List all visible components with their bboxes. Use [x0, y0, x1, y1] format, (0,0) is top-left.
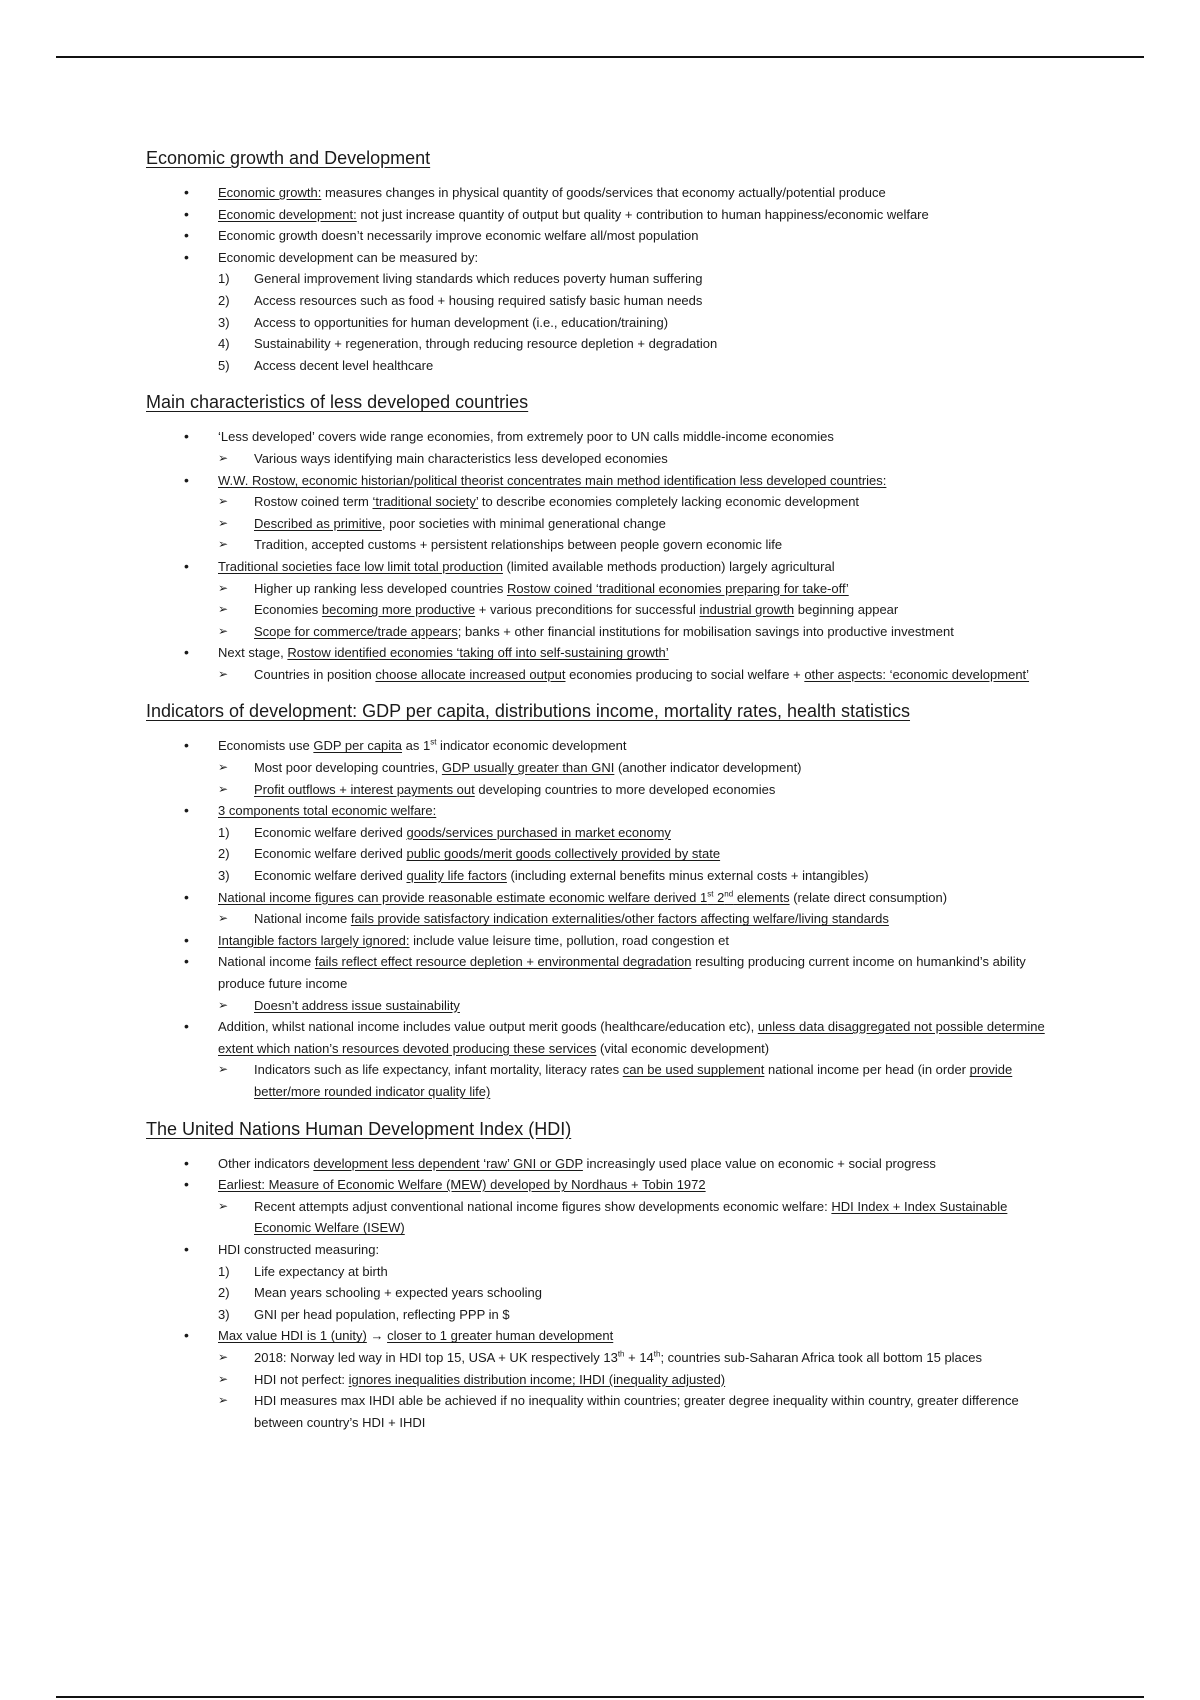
sub-list	[218, 908, 1066, 930]
sub-list	[218, 1196, 1066, 1239]
sub-item: ➢ 2018: Norway led way in HDI top 15, USA + UK respectively 13th + 14th; countries sub-Saharan Africa took all bottom 15 places	[182, 1347, 1066, 1369]
numbered-item: 3) Access to opportunities for human development (i.e., education/training)	[218, 314, 669, 330]
sub-item: ➢ HDI not perfect: ignores inequalities distribution income; IHDI (inequality adjusted)	[182, 1369, 1066, 1391]
list-item: • Traditional societies face low limit total production (limited available methods production) largely agricultural ➢ Higher up ranking less developed countries Rostow coined ‘traditional economies preparing for take-off’ ➢ Economies becoming more productive + various preconditions for successful industrial growth beginning appear ➢ Scope for commerce/trade appears; banks + other financial institutions for mobilisation savings into productive investment	[146, 556, 1066, 642]
sub-item: ➢ Various ways identifying main characteristics less developed economies	[182, 448, 1066, 470]
sub-item: ➢ Most poor developing countries, GDP usually greater than GNI (another indicator development)	[182, 757, 1066, 779]
section-heading: Main characteristics of less developed countries	[146, 392, 529, 413]
sub-item: ➢ Higher up ranking less developed countries Rostow coined ‘traditional economies preparing for take-off’	[182, 578, 1066, 600]
list-item: • 3 components total economic welfare: 1) Economic welfare derived goods/services purchased in market economy 2) Economic welfare derived public goods/merit goods collectively provided by state 3) Economic welfare derived quality life factors (including external benefits minus external costs + intangibles)	[146, 800, 1066, 886]
numbered-item: 1) Economic welfare derived goods/services purchased in market economy	[218, 824, 671, 840]
document-body	[146, 146, 1066, 1447]
sub-list	[218, 578, 1066, 643]
sub-item: ➢ National income fails provide satisfactory indication externalities/other factors affecting welfare/living standards	[182, 908, 1066, 930]
section-heading: The United Nations Human Development Index (HDI)	[146, 1118, 572, 1139]
numbered-list	[218, 822, 1066, 887]
sub-item: ➢ Rostow coined term ‘traditional society’ to describe economies completely lacking economic development	[182, 491, 1066, 513]
numbered-list	[218, 1261, 1066, 1326]
section-heading: Indicators of development: GDP per capita, distributions income, mortality rates, health statistics	[146, 701, 911, 722]
numbered-item: 2) Economic welfare derived public goods/merit goods collectively provided by state	[218, 846, 721, 862]
list-item: • Max value HDI is 1 (unity) → closer to 1 greater human development ➢ 2018: Norway led way in HDI top 15, USA + UK respectively 13th + 14th; countries sub-Saharan Africa took all bottom 15 places ➢ HDI not perfect: ignores inequalities distribution income; IHDI (inequality adjusted) ➢ HDI measures max IHDI able be achieved if no inequality within countries; greater degree inequality within country, greater difference between country’s HDI + IHDI	[146, 1325, 1066, 1433]
list-item: • Economists use GDP per capita as 1st indicator economic development ➢ Most poor developing countries, GDP usually greater than GNI (another indicator development) ➢ Profit outflows + interest payments out developing countries to more developed economies	[146, 735, 1066, 800]
list-item: • National income figures can provide reasonable estimate economic welfare derived 1st 2nd elements (relate direct consumption) ➢ National income fails provide satisfactory indication externalities/other factors affecting welfare/living standards	[146, 887, 1066, 930]
list-item: • Economic growth doesn’t necessarily improve economic welfare all/most population	[146, 225, 1066, 247]
sub-list	[218, 448, 1066, 470]
sub-item: ➢ Scope for commerce/trade appears; banks + other financial institutions for mobilisation savings into productive investment	[182, 621, 1066, 643]
numbered-item: 3) GNI per head population, reflecting PPP in $	[218, 1306, 510, 1322]
right-arrow-icon: →	[366, 1328, 388, 1344]
numbered-item: 1) Life expectancy at birth	[218, 1263, 388, 1279]
sub-list	[218, 995, 1066, 1017]
bottom-rule	[56, 1696, 1144, 1698]
numbered-item: 4) Sustainability + regeneration, through reducing resource depletion + degradation	[218, 336, 718, 352]
list-item: • Economic development: not just increase quantity of output but quality + contribution to human happiness/economic welfare	[146, 204, 1066, 226]
list-item: • W.W. Rostow, economic historian/political theorist concentrates main method identification less developed countries: ➢ Rostow coined term ‘traditional society’ to describe economies completely lacking economic development ➢ Described as primitive, poor societies with minimal generational change ➢ Tradition, accepted customs + persistent relationships between people govern economic life	[146, 470, 1066, 556]
numbered-item: 3) Economic welfare derived quality life factors (including external benefits minus external costs + intangibles)	[218, 868, 869, 884]
sub-item: ➢ HDI measures max IHDI able be achieved if no inequality within countries; greater degree inequality within country, greater difference between country’s HDI + IHDI	[182, 1390, 1066, 1433]
list-item: • Other indicators development less dependent ‘raw’ GNI or GDP increasingly used place value on economic + social progress	[146, 1153, 1066, 1175]
bullet-list	[146, 426, 1066, 685]
sub-list	[218, 757, 1066, 800]
sub-item: ➢ Countries in position choose allocate increased output economies producing to social welfare + other aspects: ‘economic development’	[182, 664, 1066, 686]
numbered-item: 5) Access decent level healthcare	[218, 357, 434, 373]
numbered-item: 2) Access resources such as food + housing required satisfy basic human needs	[218, 292, 703, 308]
section-heading: Economic growth and Development	[146, 148, 431, 168]
list-item: • Economic development can be measured by: 1) General improvement living standards which reduces poverty human suffering 2) Access resources such as food + housing required satisfy basic human needs 3) Access to opportunities for human development (i.e., education/training) 4) Sustainability + regeneration, through reducing resource depletion + degradation 5) Access decent level healthcare	[146, 247, 1066, 377]
list-item: • Earliest: Measure of Economic Welfare (MEW) developed by Nordhaus + Tobin 1972 ➢ Recent attempts adjust conventional national income figures show developments economic welfare: HDI Index + Index Sustainable Economic Welfare (ISEW)	[146, 1174, 1066, 1239]
numbered-item: 1) General improvement living standards which reduces poverty human suffering	[218, 271, 703, 287]
sub-list	[218, 1059, 1066, 1102]
sub-item: ➢ Economies becoming more productive + various preconditions for successful industrial growth beginning appear	[182, 599, 1066, 621]
sub-list	[218, 491, 1066, 556]
numbered-list	[218, 268, 1066, 376]
sub-item: ➢ Recent attempts adjust conventional national income figures show developments economic welfare: HDI Index + Index Sustainable Economic Welfare (ISEW)	[182, 1196, 1066, 1239]
sub-item: ➢ Profit outflows + interest payments out developing countries to more developed economies	[182, 779, 1066, 801]
sub-item: ➢ Indicators such as life expectancy, infant mortality, literacy rates can be used supplement national income per head (in order provide better/more rounded indicator quality life)	[182, 1059, 1066, 1102]
sub-item: ➢ Tradition, accepted customs + persistent relationships between people govern economic life	[182, 534, 1066, 556]
bullet-list	[146, 735, 1066, 1102]
bullet-list	[146, 182, 1066, 376]
list-item: • Addition, whilst national income includes value output merit goods (healthcare/education etc), unless data disaggregated not possible determine extent which nation’s resources devoted producing these services (vital economic development) ➢ Indicators such as life expectancy, infant mortality, literacy rates can be used supplement national income per head (in order provide better/more rounded indicator quality life)	[146, 1016, 1066, 1102]
top-rule	[56, 56, 1144, 58]
sub-list	[218, 1347, 1066, 1433]
list-item: • Economic growth: measures changes in physical quantity of goods/services that economy actually/potential produce	[146, 182, 1066, 204]
list-item: • ‘Less developed’ covers wide range economies, from extremely poor to UN calls middle-income economies ➢ Various ways identifying main characteristics less developed economies	[146, 426, 1066, 469]
list-item: • HDI constructed measuring: 1) Life expectancy at birth 2) Mean years schooling + expected years schooling 3) GNI per head population, reflecting PPP in $	[146, 1239, 1066, 1325]
list-item: • Intangible factors largely ignored: include value leisure time, pollution, road congestion et	[146, 930, 1066, 952]
sub-list	[218, 664, 1066, 686]
bullet-list	[146, 1153, 1066, 1434]
numbered-item: 2) Mean years schooling + expected years schooling	[218, 1285, 542, 1301]
sub-item: ➢ Described as primitive, poor societies with minimal generational change	[182, 513, 1066, 535]
list-item: • Next stage, Rostow identified economies ‘taking off into self-sustaining growth’ ➢ Countries in position choose allocate increased output economies producing to social welfare + other aspects: ‘economic development’	[146, 642, 1066, 685]
list-item: • National income fails reflect effect resource depletion + environmental degradation resulting producing current income on humankind’s ability produce future income ➢ Doesn’t address issue sustainability	[146, 951, 1066, 1016]
sub-item: ➢ Doesn’t address issue sustainability	[182, 995, 1066, 1017]
